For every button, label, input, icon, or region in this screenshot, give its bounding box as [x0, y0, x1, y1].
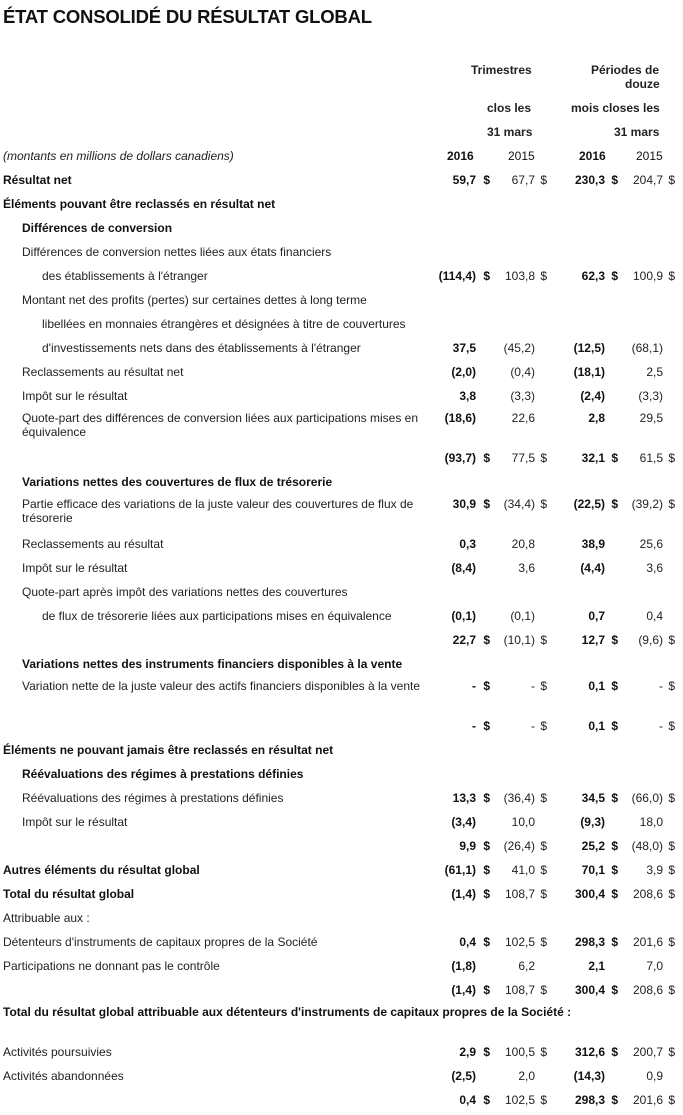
row-value: (2,4) — [580, 389, 605, 403]
dollar-sign: $ — [483, 839, 490, 853]
row-label: Détenteurs d'instruments de capitaux propres de la Société — [3, 935, 318, 949]
header-periodes-line1: Périodes de — [591, 63, 660, 77]
row-value: (0,1) — [451, 609, 476, 623]
subtotal-row — [0, 983, 683, 1005]
row-value: 108,7 — [504, 983, 535, 997]
header-31-mars-douze: 31 mars — [614, 125, 660, 139]
row-value: (9,3) — [580, 815, 605, 829]
dollar-sign: $ — [668, 633, 675, 647]
dollar-sign: $ — [483, 269, 490, 283]
table-row — [0, 293, 683, 315]
row-value: (68,1) — [631, 341, 663, 355]
dollar-sign: $ — [668, 863, 675, 877]
row-label: libellées en monnaies étrangères et désignées à titre de couvertures — [42, 317, 406, 331]
row-value: 200,7 — [632, 1045, 663, 1059]
dollar-sign: $ — [611, 863, 618, 877]
dollar-sign: $ — [540, 983, 547, 997]
dollar-sign: $ — [483, 719, 490, 733]
row-value: (3,3) — [638, 389, 663, 403]
row-value: (3,3) — [510, 389, 535, 403]
dollar-sign: $ — [668, 839, 675, 853]
row-value: (12,5) — [573, 341, 605, 355]
row-value: 22,7 — [452, 633, 476, 647]
year-2016-trimestre: 2016 — [447, 149, 474, 163]
row-label: Variations nettes des instruments financiers disponibles à la vente — [22, 657, 403, 671]
dollar-sign: $ — [483, 983, 490, 997]
dollar-sign: $ — [668, 497, 675, 511]
row-value: 18,0 — [639, 815, 663, 829]
row-value: 230,3 — [574, 173, 605, 187]
row-value: 32,1 — [581, 451, 605, 465]
subtotal-row — [0, 451, 683, 473]
table-row — [0, 657, 683, 679]
row-value: (18,1) — [573, 365, 605, 379]
dollar-sign: $ — [668, 451, 675, 465]
table-row — [0, 475, 683, 497]
table-row — [0, 743, 683, 765]
dollar-sign: $ — [483, 173, 490, 187]
dollar-sign: $ — [611, 679, 618, 693]
dollar-sign: $ — [668, 935, 675, 949]
dollar-sign: $ — [540, 935, 547, 949]
table-row — [0, 365, 683, 387]
row-value: - — [659, 679, 663, 693]
dollar-sign: $ — [483, 863, 490, 877]
dollar-sign: $ — [668, 269, 675, 283]
row-label: Autres éléments du résultat global — [3, 863, 200, 877]
row-value: (48,0) — [631, 839, 663, 853]
table-row — [0, 1005, 683, 1027]
dollar-sign: $ — [540, 887, 547, 901]
dollar-sign: $ — [668, 1045, 675, 1059]
row-label: Éléments pouvant être reclassés en résultat net — [3, 197, 276, 211]
dollar-sign: $ — [540, 1093, 547, 1107]
row-value: 59,7 — [452, 173, 476, 187]
row-value: 103,8 — [504, 269, 535, 283]
row-value: 77,5 — [511, 451, 535, 465]
row-value: 0,7 — [588, 609, 605, 623]
row-value: (93,7) — [444, 451, 476, 465]
dollar-sign: $ — [483, 633, 490, 647]
table-row — [0, 1069, 683, 1091]
row-label: de flux de trésorerie liées aux participations mises en équivalence — [42, 609, 392, 623]
row-value: (2,5) — [451, 1069, 476, 1083]
table-row — [0, 389, 683, 411]
table-row — [0, 767, 683, 789]
row-value: 2,9 — [459, 1045, 476, 1059]
dollar-sign: $ — [611, 935, 618, 949]
dollar-sign: $ — [611, 839, 618, 853]
header-31-mars-trimestres: 31 mars — [487, 125, 533, 139]
table-row — [0, 341, 683, 363]
table-row — [0, 585, 683, 607]
dollar-sign: $ — [540, 1045, 547, 1059]
row-label: Reclassements au résultat — [22, 537, 164, 551]
table-row — [0, 561, 683, 583]
row-value: 0,1 — [588, 719, 605, 733]
row-value: 0,4 — [459, 1093, 476, 1107]
row-value: 298,3 — [574, 1093, 605, 1107]
dollar-sign: $ — [483, 935, 490, 949]
row-label: Impôt sur le résultat — [22, 561, 128, 575]
dollar-sign: $ — [540, 839, 547, 853]
row-label: Participations ne donnant pas le contrôle — [3, 959, 220, 973]
row-label: Attribuable aux : — [3, 911, 90, 925]
table-row — [0, 679, 683, 701]
dollar-sign: $ — [483, 497, 490, 511]
row-value: 30,9 — [452, 497, 476, 511]
row-value: (3,4) — [451, 815, 476, 829]
row-value: 34,5 — [581, 791, 605, 805]
dollar-sign: $ — [540, 719, 547, 733]
table-row — [0, 863, 683, 885]
table-row — [0, 791, 683, 813]
row-label: Montant net des profits (pertes) sur certaines dettes à long terme — [22, 293, 367, 307]
table-row — [0, 197, 683, 219]
row-value: 0,1 — [588, 679, 605, 693]
row-value: - — [472, 719, 476, 733]
header-mois-closes: mois closes les — [571, 101, 660, 115]
table-row — [0, 1045, 683, 1067]
row-value: 201,6 — [632, 1093, 663, 1107]
dollar-sign: $ — [611, 1045, 618, 1059]
row-value: (9,6) — [638, 633, 663, 647]
dollar-sign: $ — [483, 451, 490, 465]
row-label: Différences de conversion — [22, 221, 173, 235]
row-value: 3,6 — [646, 561, 663, 575]
units-row — [0, 149, 683, 171]
dollar-sign: $ — [483, 1093, 490, 1107]
row-label: Quote-part des différences de conversion liées aux participations mises en équivalence — [22, 411, 418, 439]
row-value: (2,0) — [451, 365, 476, 379]
row-value: 298,3 — [574, 935, 605, 949]
row-value: (22,5) — [573, 497, 605, 511]
dollar-sign: $ — [611, 791, 618, 805]
table-row — [0, 173, 683, 195]
row-label: Réévaluations des régimes à prestations définies — [22, 791, 284, 805]
row-value: 41,0 — [511, 863, 535, 877]
subtotal-row — [0, 1093, 683, 1115]
row-value: 2,5 — [646, 365, 663, 379]
row-label: Activités poursuivies — [3, 1045, 112, 1059]
year-2016-douze: 2016 — [579, 149, 606, 163]
row-label: Variations nettes des couvertures de flux de trésorerie — [22, 475, 333, 489]
row-label: Éléments ne pouvant jamais être reclassés en résultat net — [3, 743, 334, 757]
dollar-sign: $ — [611, 983, 618, 997]
dollar-sign: $ — [540, 173, 547, 187]
row-value: 2,0 — [518, 1069, 535, 1083]
statement-title: ÉTAT CONSOLIDÉ DU RÉSULTAT GLOBAL — [3, 6, 372, 27]
row-value: 7,0 — [646, 959, 663, 973]
dollar-sign: $ — [540, 791, 547, 805]
row-value: 22,6 — [511, 411, 535, 425]
row-label: Réévaluations des régimes à prestations définies — [22, 767, 304, 781]
table-row — [0, 537, 683, 559]
dollar-sign: $ — [668, 983, 675, 997]
row-value: (26,4) — [503, 839, 535, 853]
row-value: (1,4) — [451, 887, 476, 901]
row-value: (1,8) — [451, 959, 476, 973]
row-value: 2,1 — [588, 959, 605, 973]
row-value: 25,2 — [581, 839, 605, 853]
row-value: 6,2 — [518, 959, 535, 973]
table-row — [0, 269, 683, 291]
row-label: Impôt sur le résultat — [22, 389, 128, 403]
table-row — [0, 221, 683, 243]
subtotal-row — [0, 633, 683, 655]
dollar-sign: $ — [540, 633, 547, 647]
row-value: (0,1) — [510, 609, 535, 623]
dollar-sign: $ — [483, 679, 490, 693]
row-label: Activités abandonnées — [3, 1069, 124, 1083]
row-value: 29,5 — [639, 411, 663, 425]
year-2015-trimestre: 2015 — [508, 149, 535, 163]
row-value: (34,4) — [503, 497, 535, 511]
dollar-sign: $ — [611, 269, 618, 283]
row-value: 3,8 — [459, 389, 476, 403]
row-value: 300,4 — [574, 983, 605, 997]
row-value: 3,6 — [518, 561, 535, 575]
row-value: 0,4 — [459, 935, 476, 949]
dollar-sign: $ — [483, 1045, 490, 1059]
row-label: Résultat net — [3, 173, 72, 187]
table-row — [0, 411, 683, 439]
row-value: 312,6 — [574, 1045, 605, 1059]
row-value: (4,4) — [580, 561, 605, 575]
table-row — [0, 317, 683, 339]
dollar-sign: $ — [540, 451, 547, 465]
row-value: 204,7 — [632, 173, 663, 187]
row-value: (14,3) — [573, 1069, 605, 1083]
table-row — [0, 497, 683, 525]
row-value: 10,0 — [511, 815, 535, 829]
dollar-sign: $ — [668, 719, 675, 733]
row-value: 38,9 — [581, 537, 605, 551]
row-value: 208,6 — [632, 983, 663, 997]
dollar-sign: $ — [540, 863, 547, 877]
table-row — [0, 959, 683, 981]
row-value: 201,6 — [632, 935, 663, 949]
row-value: - — [659, 719, 663, 733]
row-value: 0,4 — [646, 609, 663, 623]
row-value: 13,3 — [452, 791, 476, 805]
dollar-sign: $ — [540, 269, 547, 283]
row-value: 108,7 — [504, 887, 535, 901]
dollar-sign: $ — [540, 497, 547, 511]
subtotal-row — [0, 719, 683, 741]
row-value: (45,2) — [503, 341, 535, 355]
row-value: (36,4) — [503, 791, 535, 805]
row-value: (0,4) — [510, 365, 535, 379]
row-label: Total du résultat global attribuable aux détenteurs d'instruments de capitaux propres de la Société : — [3, 1005, 572, 1019]
header-clos-les: clos les — [487, 101, 532, 115]
row-value: 62,3 — [581, 269, 605, 283]
row-value: 102,5 — [504, 935, 535, 949]
dollar-sign: $ — [483, 791, 490, 805]
row-value: (1,4) — [451, 983, 476, 997]
dollar-sign: $ — [668, 887, 675, 901]
row-value: 208,6 — [632, 887, 663, 901]
row-value: 70,1 — [581, 863, 605, 877]
dollar-sign: $ — [611, 497, 618, 511]
row-label: Total du résultat global — [3, 887, 135, 901]
row-value: 0,3 — [459, 537, 476, 551]
dollar-sign: $ — [668, 791, 675, 805]
row-value: 12,7 — [581, 633, 605, 647]
row-value: (8,4) — [451, 561, 476, 575]
dollar-sign: $ — [611, 633, 618, 647]
row-value: 37,5 — [452, 341, 476, 355]
dollar-sign: $ — [611, 1093, 618, 1107]
row-value: 67,7 — [511, 173, 535, 187]
row-value: - — [531, 679, 535, 693]
dollar-sign: $ — [611, 887, 618, 901]
row-label: d'investissements nets dans des établissements à l'étranger — [42, 341, 361, 355]
dollar-sign: $ — [668, 679, 675, 693]
row-value: (10,1) — [503, 633, 535, 647]
row-label: des établissements à l'étranger — [42, 269, 208, 283]
dollar-sign: $ — [611, 451, 618, 465]
dollar-sign: $ — [668, 173, 675, 187]
dollar-sign: $ — [611, 719, 618, 733]
header-periodes-line2: douze — [625, 77, 660, 91]
year-2015-douze: 2015 — [636, 149, 663, 163]
dollar-sign: $ — [611, 173, 618, 187]
row-label: Partie efficace des variations de la juste valeur des couvertures de flux de trésorerie — [22, 497, 414, 525]
row-value: 20,8 — [511, 537, 535, 551]
dollar-sign: $ — [540, 679, 547, 693]
subtotal-row — [0, 839, 683, 861]
row-value: (66,0) — [631, 791, 663, 805]
row-value: 300,4 — [574, 887, 605, 901]
dollar-sign: $ — [668, 1093, 675, 1107]
units-note: (montants en millions de dollars canadiens) — [3, 149, 234, 163]
row-value: 2,8 — [588, 411, 605, 425]
row-value: 100,5 — [504, 1045, 535, 1059]
row-value: - — [472, 679, 476, 693]
row-value: 100,9 — [632, 269, 663, 283]
table-row — [0, 887, 683, 909]
row-value: (39,2) — [631, 497, 663, 511]
row-label: Variation nette de la juste valeur des actifs financiers disponibles à la vente — [22, 679, 421, 693]
row-value: 102,5 — [504, 1093, 535, 1107]
table-row — [0, 245, 683, 267]
table-row — [0, 935, 683, 957]
row-value: (114,4) — [438, 269, 476, 283]
row-value: - — [531, 719, 535, 733]
row-value: (18,6) — [444, 411, 476, 425]
table-row — [0, 609, 683, 631]
row-value: 61,5 — [639, 451, 663, 465]
row-value: 0,9 — [646, 1069, 663, 1083]
row-label: Impôt sur le résultat — [22, 815, 128, 829]
row-value: 9,9 — [459, 839, 476, 853]
dollar-sign: $ — [483, 887, 490, 901]
table-row — [0, 815, 683, 837]
table-row — [0, 911, 683, 933]
row-label: Reclassements au résultat net — [22, 365, 184, 379]
row-value: 25,6 — [639, 537, 663, 551]
row-label: Quote-part après impôt des variations nettes des couvertures — [22, 585, 348, 599]
header-trimestres: Trimestres — [471, 63, 532, 77]
row-value: 3,9 — [646, 863, 663, 877]
row-value: (61,1) — [444, 863, 476, 877]
row-label: Différences de conversion nettes liées aux états financiers — [22, 245, 332, 259]
